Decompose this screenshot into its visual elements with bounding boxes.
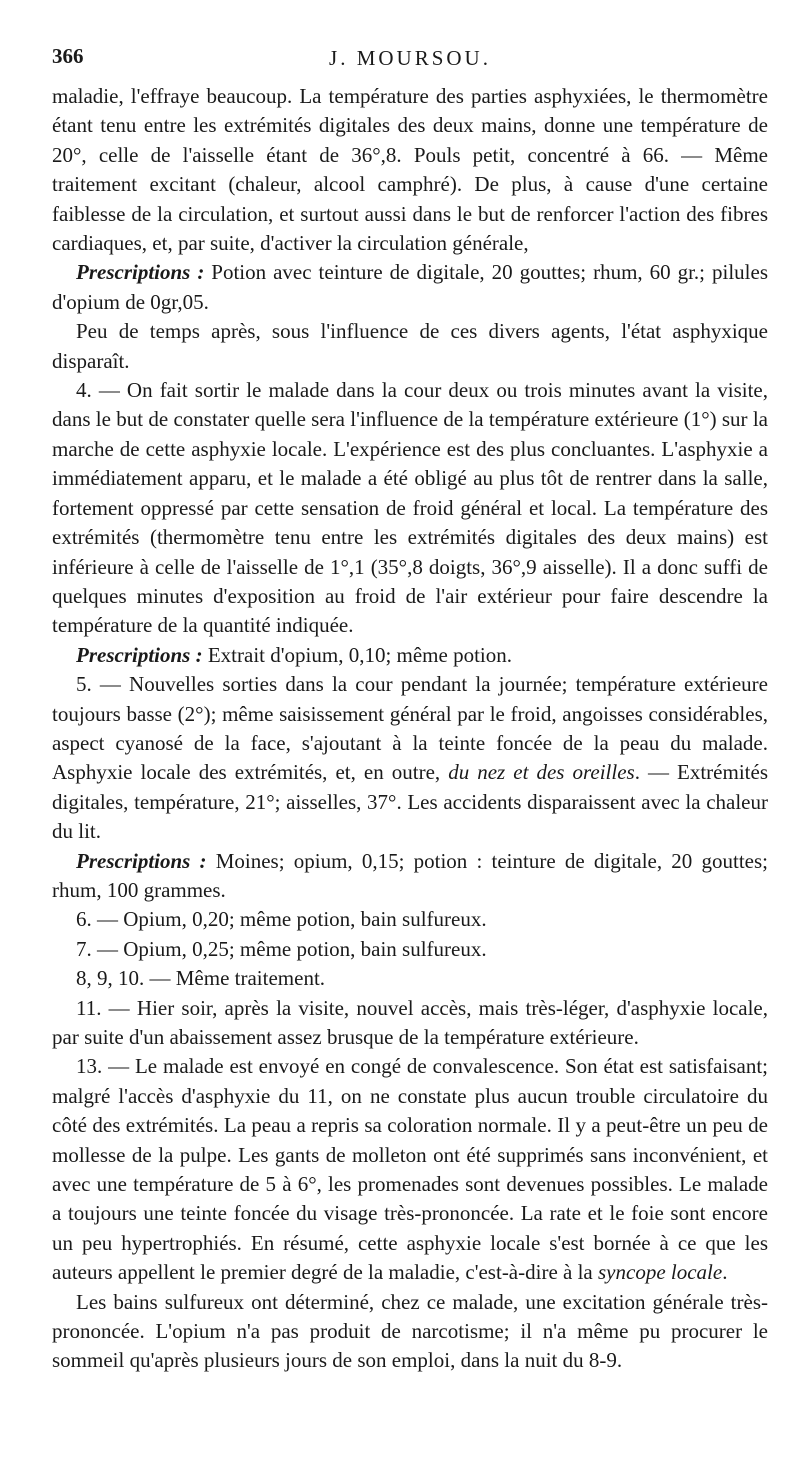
paragraph-text: 6. — Opium, 0,20; même potion, bain sulfureux. (76, 907, 487, 932)
paragraph-text: Extrait d'opium, 0,10; même potion. (202, 642, 513, 667)
paragraph-text: 5. — Nouvelles sorties dans la cour pendant la journée; température extérieure toujours basse (2°); même saisissement général par le froid, angoisses considérables, aspect cyanosé de la face, s'ajoutant à la teinte foncée de la peau du malade. Asphyxie locale des extrémités, et, en outre, (52, 672, 768, 785)
paragraph (52, 994, 768, 1053)
paragraph-text: Peu de temps après, sous l'influence de ces divers agents, l'état asphyxique disparaît. (52, 319, 768, 373)
paragraph-text: 4. — On fait sortir le malade dans la cour deux ou trois minutes avant la visite, dans le but de constater quelle sera l'influence de la température extérieure (1°) sur la marche de cette asphyxie locale. L'expérience est des plus concluantes. L'asphyxie a immédiatement apparu, et le malade a été obligé au plus tôt de rentrer dans la salle, fortement oppressé par cette sensation de froid général et local. La température des extrémités (thermomètre tenu entre les extrémités digitales des deux mains) est inférieure à celle de l'aisselle de 1°,1 (35°,8 doigts, 36°,9 aisselle). Il a donc suffi de quelques minutes d'exposition au froid de l'air extérieur pour faire descendre la température de la quantité indiquée. (52, 378, 768, 638)
running-head (52, 38, 768, 82)
paragraph (52, 670, 768, 846)
paragraph-text-after: . (722, 1260, 728, 1285)
running-title: J. MOURSOU. (329, 46, 491, 70)
paragraph-lead: Prescriptions : (76, 848, 207, 873)
paragraph-italic: syncope locale (598, 1260, 723, 1285)
paragraph-italic: du nez et des oreilles (448, 760, 635, 785)
paragraph-lead: Prescriptions : (76, 260, 205, 285)
paragraph (52, 1288, 768, 1376)
paragraph-text: Les bains sulfureux ont déterminé, chez ce malade, une excitation générale très-prononcée. L'opium n'a pas produit de narcotisme; il n'a même pu procurer le sommeil qu'après plusieurs jours de son emploi, dans la nuit du 8-9. (52, 1289, 768, 1373)
paragraph-text-after: . — Extrémités digitales, température, 21°; aisselles, 37°. Les accidents disparaissent avec la chaleur du lit. (52, 760, 768, 844)
paragraph-text: 11. — Hier soir, après la visite, nouvel accès, mais très-léger, d'asphyxie locale, par suite d'un abaissement assez brusque de la température extérieure. (52, 995, 768, 1049)
paragraph-text: maladie, l'effraye beaucoup. La température des parties asphyxiées, le thermomètre étant tenu entre les extrémités digitales des deux mains, donne une température de 20°, celle de l'aisselle étant de 36°,8. Pouls petit, concentré à 66. — Même traitement excitant (chaleur, alcool camphré). De plus, à cause d'une certaine faiblesse de la circulation, et surtout aussi dans le but de renforcer l'action des fibres cardiaques, et, par suite, d'activer la circulation générale, (52, 84, 768, 256)
paragraph-text: 7. — Opium, 0,25; même potion, bain sulfureux. (76, 936, 487, 961)
document-page (52, 38, 768, 1376)
paragraph (52, 935, 768, 964)
paragraph-text: Potion avec teinture de digitale, 20 gouttes; rhum, 60 gr.; pilules d'opium de 0gr,05. (52, 260, 768, 314)
paragraph (52, 964, 768, 993)
paragraph-lead: Prescriptions : (76, 642, 203, 667)
paragraph (52, 905, 768, 934)
paragraph (52, 82, 768, 258)
paragraph (52, 258, 768, 317)
paragraph (52, 317, 768, 376)
page-number: 366 (52, 44, 84, 68)
paragraph (52, 847, 768, 906)
paragraph-text: 13. — Le malade est envoyé en congé de convalescence. Son état est satisfaisant; malgré l'accès d'asphyxie du 11, on ne constate plus aucun trouble circulatoire du côté des extrémités. La peau a repris sa coloration normale. Il y a peut-être un peu de mollesse de la pulpe. Les gants de molleton ont été supprimés sans inconvénient, et avec une température de 5 à 6°, les promenades sont devenues possibles. Le malade a toujours une teinte foncée du visage très-prononcée. La rate et le foie sont encore un peu hypertrophiés. En résumé, cette asphyxie locale s'est bornée à ce que les auteurs appellent le premier degré de la maladie, c'est-à-dire à la (52, 1054, 768, 1285)
paragraph (52, 641, 768, 670)
paragraph (52, 376, 768, 641)
body-text (52, 82, 768, 1376)
paragraph (52, 1052, 768, 1287)
paragraph-text: 8, 9, 10. — Même traitement. (76, 966, 326, 991)
paragraph-text: Moines; opium, 0,15; potion : teinture de digitale, 20 gouttes; rhum, 100 grammes. (52, 848, 768, 902)
